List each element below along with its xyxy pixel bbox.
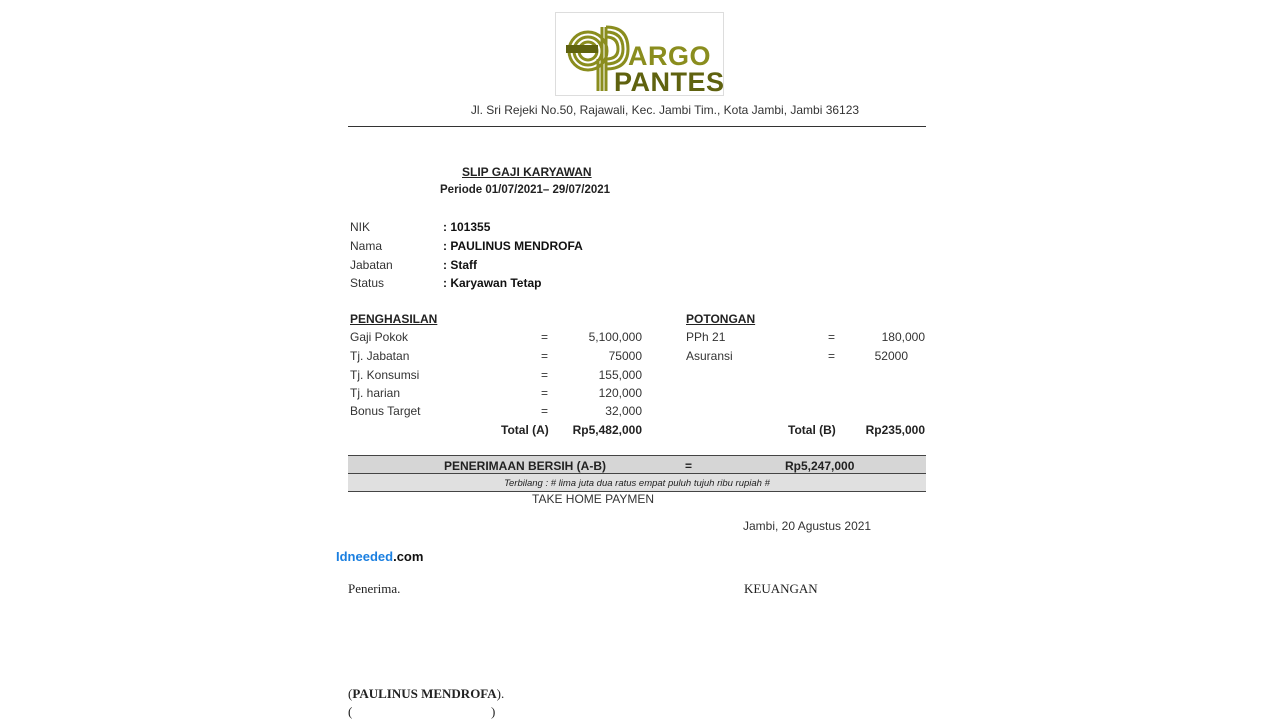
earning-amount: 75000 [608, 349, 642, 363]
receiver-close-paren: ) [496, 686, 502, 701]
field-label-status: Status [350, 276, 385, 290]
field-value-jabatan: : Staff [443, 258, 477, 272]
deduction-amount: 52000 [874, 349, 908, 363]
earnings-heading: PENGHASILAN [350, 312, 438, 326]
receiver-open-paren: ( [348, 686, 353, 701]
field-value-status: : Karyawan Tetap [443, 276, 542, 290]
watermark-domain: .com [393, 549, 424, 564]
receiver-label: Penerima. [348, 581, 401, 596]
deductions-total-label: Total (B) [788, 423, 836, 437]
slip-period: Periode 01/07/2021– 29/07/2021 [440, 184, 611, 196]
earning-label: Bonus Target [350, 404, 421, 418]
watermark [336, 549, 423, 564]
deduction-eq: = [828, 330, 836, 344]
finance-label: KEUANGAN [744, 581, 818, 596]
earning-label: Tj. harian [350, 386, 401, 400]
net-pay-eq: = [685, 459, 693, 473]
take-home-pay-label: TAKE HOME PAYMEN [532, 492, 655, 506]
field-label-nama: Nama [350, 239, 383, 253]
deductions-heading: POTONGAN [686, 312, 756, 326]
watermark-brand: Idneeded [336, 549, 394, 564]
deduction-amount: 180,000 [881, 330, 925, 344]
field-value-nama: : PAULINUS MENDROFA [443, 239, 583, 253]
earning-eq: = [541, 386, 549, 400]
deduction-label: PPh 21 [686, 330, 726, 344]
deduction-eq: = [828, 349, 836, 363]
earnings-total-label: Total (A) [501, 423, 549, 437]
field-label-jabatan: Jabatan [350, 258, 393, 272]
earning-eq: = [541, 330, 549, 344]
earning-label: Tj. Jabatan [350, 349, 410, 363]
blank-signature-close: ) [491, 704, 496, 719]
receiver-name: PAULINUS MENDROFA [352, 686, 497, 701]
company-logo [555, 12, 724, 96]
logo-word-pantes: PANTES [614, 67, 725, 97]
signing-date: Jambi, 20 Agustus 2021 [743, 519, 872, 533]
deduction-label: Asuransi [686, 349, 733, 363]
earning-label: Tj. Konsumsi [350, 368, 420, 382]
earning-amount: 120,000 [598, 386, 642, 400]
earning-amount: 32,000 [605, 404, 642, 418]
earning-eq: = [541, 349, 549, 363]
header-divider [348, 126, 926, 127]
earning-label: Gaji Pokok [350, 330, 409, 344]
company-address: Jl. Sri Rejeki No.50, Rajawali, Kec. Jambi Tim., Kota Jambi, Jambi 36123 [470, 103, 860, 117]
field-value-nik: : 101355 [443, 220, 491, 234]
slip-title: SLIP GAJI KARYAWAN [462, 165, 592, 179]
earning-eq: = [541, 404, 549, 418]
blank-signature-open: ( [348, 704, 353, 719]
earnings-total-value: Rp5,482,000 [572, 423, 642, 437]
logo-word-argo: ARGO [628, 41, 711, 71]
deductions-total-value: Rp235,000 [865, 423, 925, 437]
net-pay-label: PENERIMAAN BERSIH (A-B) [444, 459, 606, 473]
receiver-name-line [348, 686, 504, 702]
terbilang-text: Terbilang : # lima juta dua ratus empat puluh tujuh ribu rupiah # [504, 478, 770, 489]
earning-eq: = [541, 368, 549, 382]
earning-amount: 155,000 [598, 368, 642, 382]
earning-amount: 5,100,000 [588, 330, 642, 344]
field-label-nik: NIK [350, 220, 371, 234]
receiver-name-trailer: . [501, 686, 505, 701]
net-pay-value: Rp5,247,000 [785, 459, 855, 473]
